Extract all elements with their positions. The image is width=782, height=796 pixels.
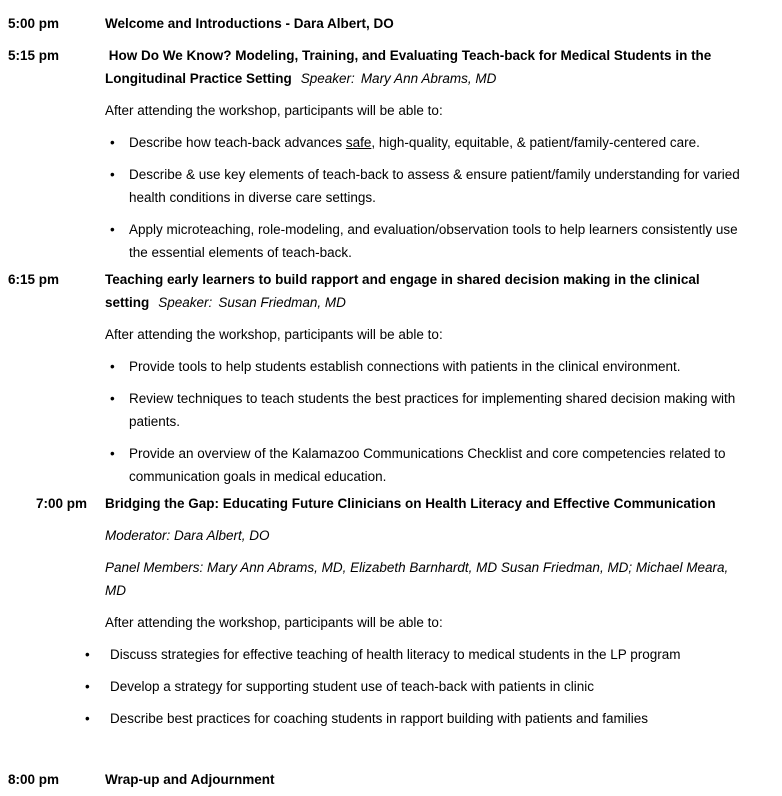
objective-text-pre: Describe how teach-back advances	[129, 135, 346, 150]
objectives-list	[85, 643, 744, 730]
session-heading	[105, 768, 744, 791]
bullet-icon: •	[110, 359, 115, 374]
bullet-icon: •	[110, 446, 115, 461]
session-heading	[105, 12, 744, 35]
objectives-intro: After attending the workshop, participants will be able to:	[105, 615, 443, 630]
session-title: How Do We Know? Modeling, Training, and Evaluating Teach-back for Medical Students in the Longitudinal Practice Setting	[105, 48, 716, 86]
objective-item	[85, 707, 744, 730]
objective-text-underlined: safe	[345, 135, 372, 150]
objective-item	[110, 218, 744, 264]
objective-item	[110, 355, 744, 378]
speaker-label: Speaker:	[300, 71, 355, 86]
objective-item	[110, 163, 744, 209]
bullet-icon: •	[110, 167, 115, 182]
session-row-wrap-up	[0, 768, 782, 796]
bullet-icon: •	[110, 391, 115, 406]
objective-text: Apply microteaching, role-modeling, and evaluation/observation tools to help learners consistently use the essential elements of teach-back.	[129, 222, 738, 260]
objective-text-post: , high-quality, equitable, & patient/family-centered care.	[371, 135, 700, 150]
objectives-intro: After attending the workshop, participants will be able to:	[105, 103, 443, 118]
objective-text: Provide an overview of the Kalamazoo Communications Checklist and core competencies related to communication goals in medical education.	[129, 446, 726, 484]
session-time: 6:15 pm	[8, 272, 60, 287]
session-title: Wrap-up and Adjournment	[105, 772, 275, 787]
objective-text: Describe best practices for coaching students in rapport building with patients and families	[110, 711, 649, 726]
bullet-icon: •	[110, 222, 115, 237]
objective-text: Review techniques to teach students the best practices for implementing shared decision making with patients.	[129, 391, 736, 429]
session-row-welcome	[0, 12, 782, 44]
session-time: 5:00 pm	[8, 16, 60, 31]
session-heading	[105, 44, 744, 90]
objective-text: Develop a strategy for supporting student use of teach-back with patients in clinic	[110, 679, 595, 694]
objectives-intro: After attending the workshop, participants will be able to:	[105, 327, 443, 342]
objective-text: Describe & use key elements of teach-back to assess & ensure patient/family understanding for varied health conditions in diverse care settings.	[129, 167, 740, 205]
session-time: 8:00 pm	[8, 772, 60, 787]
bullet-icon: •	[85, 679, 90, 694]
session-time: 5:15 pm	[8, 48, 60, 63]
bullet-icon: •	[110, 135, 115, 150]
objective-item	[110, 131, 744, 154]
session-title: Welcome and Introductions - Dara Albert, DO	[105, 16, 394, 31]
speaker-label: Speaker:	[158, 295, 213, 310]
panel-members-line: Panel Members: Mary Ann Abrams, MD, Elizabeth Barnhardt, MD Susan Friedman, MD; Michael Meara, MD	[105, 560, 732, 598]
session-row-bridging-the-gap	[0, 492, 782, 734]
objectives-list	[105, 131, 744, 264]
bullet-icon: •	[85, 647, 90, 662]
objective-item	[85, 643, 744, 666]
speaker-name: Susan Friedman, MD	[218, 295, 346, 310]
session-row-rapport	[0, 268, 782, 492]
objective-text: Provide tools to help students establish connections with patients in the clinical environment.	[129, 359, 681, 374]
objective-item	[110, 442, 744, 488]
objective-text: Discuss strategies for effective teaching of health literacy to medical students in the LP program	[110, 647, 681, 662]
objectives-list	[105, 355, 744, 488]
session-title: Bridging the Gap: Educating Future Clinicians on Health Literacy and Effective Communication	[105, 496, 716, 511]
objective-item	[85, 675, 744, 698]
session-heading	[105, 492, 744, 515]
speaker-name: Mary Ann Abrams, MD	[360, 71, 497, 86]
blank-gap	[0, 734, 782, 768]
objective-item	[110, 387, 744, 433]
session-heading	[105, 268, 744, 314]
session-title: Teaching early learners to build rapport and engage in shared decision making in the clinical setting	[105, 272, 704, 310]
session-row-teach-back	[0, 44, 782, 268]
moderator-line: Moderator: Dara Albert, DO	[105, 528, 270, 543]
bullet-icon: •	[85, 711, 90, 726]
session-time: 7:00 pm	[36, 496, 88, 511]
